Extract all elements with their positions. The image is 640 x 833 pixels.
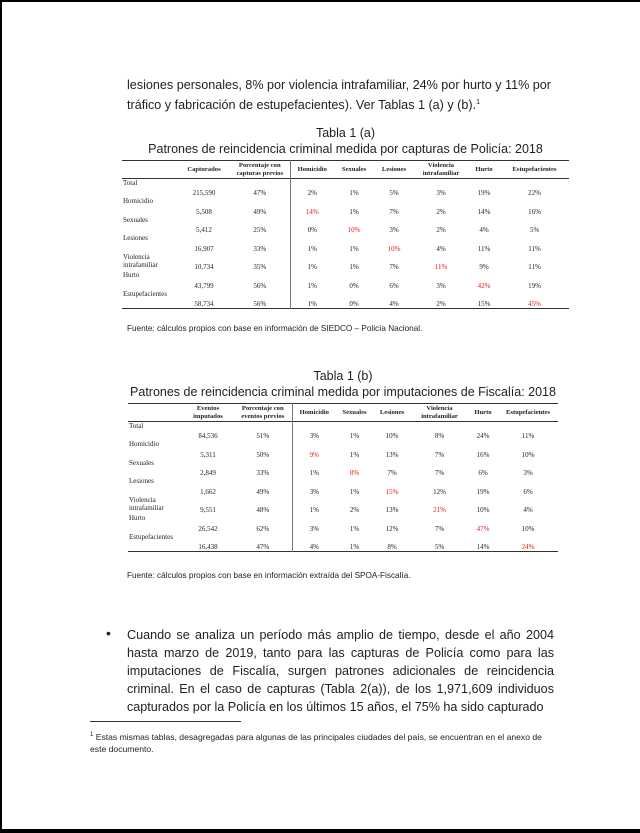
table-cell: 3% xyxy=(389,226,399,234)
table-cell: 8% xyxy=(434,432,445,440)
column-header: Porcentaje con capturas previos xyxy=(236,162,284,177)
table-a-source: Fuente: cálculos propios con base en información de SIEDCO – Policía Nacional. xyxy=(127,324,423,333)
table-cell: 11% xyxy=(521,432,535,440)
table-cell: 11% xyxy=(434,263,448,271)
table-cell: 9,551 xyxy=(200,506,216,514)
table-cell: 13% xyxy=(385,450,399,459)
table-cell: 1% xyxy=(349,189,359,197)
row-label: Hurto xyxy=(123,271,140,279)
row-label: Hurto xyxy=(129,514,146,522)
table-cell: 16,907 xyxy=(194,244,214,253)
table-cell: 33% xyxy=(256,469,270,477)
table-row xyxy=(122,253,569,272)
table-cell: 1% xyxy=(349,524,360,533)
table-cell: 14% xyxy=(477,207,491,216)
table-cell: 5% xyxy=(434,542,445,551)
table-a-block xyxy=(122,126,569,309)
table-row xyxy=(128,496,558,515)
column-header: Violencia intrafamiliar xyxy=(422,162,460,177)
table-cell: 0% xyxy=(349,281,359,290)
column-header: Homicidio xyxy=(292,404,336,422)
intro-paragraph xyxy=(127,76,557,114)
table-cell: 4% xyxy=(523,506,533,514)
column-header: Estupefacientes xyxy=(512,165,557,173)
table-row xyxy=(122,216,569,235)
table-cell: 3% xyxy=(436,189,446,197)
table-cell: 7% xyxy=(434,450,445,459)
table-a-label: Tabla 1 (a) xyxy=(315,126,376,140)
table-cell: 19% xyxy=(477,189,491,197)
table-cell: 8% xyxy=(387,542,397,551)
column-header: Sexuales xyxy=(342,408,367,416)
table-b xyxy=(128,403,558,552)
table-cell: 26,542 xyxy=(198,524,218,533)
table-cell: 4% xyxy=(436,244,446,253)
column-header: Eventos imputados xyxy=(193,405,223,420)
table-cell: 47% xyxy=(253,189,267,197)
column-header: Hurto xyxy=(475,165,493,173)
table-cell: 84,536 xyxy=(198,432,218,440)
table-header-row xyxy=(128,404,558,422)
row-label: Violencia intrafamiliar xyxy=(129,495,164,512)
table-cell: 12% xyxy=(433,487,446,496)
table-a-title: Patrones de reincidencia criminal medida por capturas de Policía: 2018 xyxy=(148,142,543,156)
table-header-corner xyxy=(122,161,178,179)
table-cell: 5,508 xyxy=(196,207,212,216)
table-cell: 3% xyxy=(523,469,533,477)
table-cell: 7% xyxy=(434,469,445,477)
table-cell: 1% xyxy=(349,487,360,496)
table-cell: 24% xyxy=(521,542,535,551)
row-label: Lesiones xyxy=(129,477,154,485)
column-header: Lesiones xyxy=(379,408,405,416)
table-b-source: Fuente: cálculos propios con base en información extraída del SPOA-Fiscalía. xyxy=(127,571,411,580)
page-border-top xyxy=(0,0,640,2)
table-cell: 22% xyxy=(528,189,541,197)
table-cell: 56% xyxy=(253,299,267,308)
table-cell: 5,412 xyxy=(196,226,212,234)
row-label: Lesiones xyxy=(123,234,148,242)
table-cell: 215,590 xyxy=(192,189,216,197)
table-cell: 15% xyxy=(477,299,491,308)
table-cell: 7% xyxy=(387,469,397,477)
table-cell: 1% xyxy=(290,271,334,290)
row-label: Violencia intrafamiliar xyxy=(123,252,158,269)
table-cell: 1% xyxy=(349,432,360,440)
table-cell: 10,734 xyxy=(194,263,214,271)
table-cell: 6% xyxy=(523,487,533,496)
table-cell: 7% xyxy=(389,207,399,216)
table-row xyxy=(128,533,558,552)
table-cell: 0% xyxy=(290,216,334,235)
table-cell: 2% xyxy=(436,299,446,308)
column-header: Hurto xyxy=(474,408,492,416)
row-label: Sexuales xyxy=(129,458,154,467)
row-label: Homicidio xyxy=(123,197,153,205)
table-cell: 19% xyxy=(476,487,490,496)
table-cell: 1,662 xyxy=(200,487,216,496)
table-cell: 19% xyxy=(528,281,541,290)
table-row xyxy=(128,440,558,459)
table-cell: 4% xyxy=(479,226,489,234)
table-header-row xyxy=(122,161,569,179)
table-cell: 45% xyxy=(528,299,541,308)
table-cell: 1% xyxy=(349,542,360,551)
column-header: Capturados xyxy=(187,165,221,173)
table-cell: 33% xyxy=(253,244,267,253)
table-cell: 49% xyxy=(256,487,270,496)
table-cell: 3% xyxy=(436,281,446,290)
table-cell: 5% xyxy=(529,226,540,234)
table-cell: 16% xyxy=(528,207,541,216)
column-header: Estupefacientes xyxy=(506,408,550,416)
table-cell: 0% xyxy=(349,299,359,308)
table-cell: 43,799 xyxy=(194,281,214,290)
table-cell: 3% xyxy=(292,477,336,496)
table-cell: 3% xyxy=(292,422,336,441)
bullet-symbol: • xyxy=(106,625,111,641)
table-row xyxy=(122,271,569,290)
table-cell: 10% xyxy=(347,226,361,234)
table-cell: 9% xyxy=(292,440,336,459)
table-row xyxy=(122,197,569,216)
row-label: Sexuales xyxy=(123,215,148,224)
row-label: Total xyxy=(129,422,144,430)
table-cell: 35% xyxy=(253,263,267,271)
column-header: Lesiones xyxy=(381,165,407,173)
table-cell: 48% xyxy=(256,506,270,514)
table-cell: 1% xyxy=(349,263,359,271)
table-cell: 24% xyxy=(476,432,490,440)
table-cell: 14% xyxy=(476,542,490,551)
table-cell: 10% xyxy=(385,432,399,440)
table-cell: 51% xyxy=(256,432,270,440)
table-cell: 5% xyxy=(389,189,399,197)
table-b-title: Patrones de reincidencia criminal medida por imputaciones de Fiscalía: 2018 xyxy=(130,385,556,399)
table-cell: 47% xyxy=(256,542,270,551)
bullet-paragraph: Cuando se analiza un período más amplio de tiempo, desde el año 2004 hasta marzo de 2019, tanto para las capturas de Policía como para las imputaciones de Fiscalía, surgen patrones adicionales de reincidencia criminal. En el caso de capturas (Tabla 2(a)), de los 1,971,609 individuos capturados por la Policía en los últimos 15 años, el 75% ha sido capturado xyxy=(127,628,554,714)
table-cell: 1% xyxy=(349,450,360,459)
table-cell: 11% xyxy=(528,244,541,253)
column-header: Homicidio xyxy=(290,161,334,179)
table-cell: 62% xyxy=(256,524,270,533)
table-cell: 2% xyxy=(436,226,446,234)
table-cell: 10% xyxy=(476,506,490,514)
table-cell: 11% xyxy=(477,244,491,253)
table-cell: 16,438 xyxy=(198,542,218,551)
table-cell: 2,849 xyxy=(200,469,216,477)
table-cell: 10% xyxy=(521,450,535,459)
table-cell: 1% xyxy=(290,290,334,309)
column-header: Porcentaje con eventos previos xyxy=(241,405,285,420)
footnote-text: Estas mismas tablas, desagregadas para algunas de las principales ciudades del país, se encuentran en el anexo de este documento. xyxy=(90,731,542,755)
table-b-block xyxy=(128,369,558,552)
table-header-corner xyxy=(128,404,182,422)
table-cell: 7% xyxy=(434,524,445,533)
table-cell: 6% xyxy=(478,469,488,477)
table-row xyxy=(122,234,569,253)
table-cell: 56% xyxy=(253,281,267,290)
page-border-left xyxy=(0,0,2,833)
table-cell: 58,734 xyxy=(194,299,214,308)
table-cell: 1% xyxy=(290,234,334,253)
table-cell: 12% xyxy=(385,524,399,533)
table-cell: 50% xyxy=(256,450,270,459)
table-cell: 1% xyxy=(349,207,359,216)
footnote-rule xyxy=(90,721,241,722)
row-label: Homicidio xyxy=(129,440,159,448)
table-cell: 4% xyxy=(292,533,336,552)
intro-line-1: lesiones personales, 8% por violencia intrafamiliar, 24% por hurto y 11% por xyxy=(127,78,551,92)
table-cell: 13% xyxy=(385,506,399,514)
row-label: Total xyxy=(123,179,138,187)
page-border-bottom xyxy=(0,829,640,833)
table-cell: 14% xyxy=(290,197,334,216)
table-cell: 47% xyxy=(476,524,490,533)
row-label: Estupefacientes xyxy=(123,289,167,298)
table-cell: 1% xyxy=(292,496,336,515)
table-cell: 2% xyxy=(436,207,446,216)
footnote xyxy=(90,729,550,756)
table-cell: 9% xyxy=(479,263,489,271)
table-row xyxy=(128,459,558,478)
table-cell: 16% xyxy=(476,450,490,459)
table-a xyxy=(122,160,569,309)
table-cell: 49% xyxy=(253,207,267,216)
table-cell: 1% xyxy=(349,244,359,253)
table-cell: 6% xyxy=(389,281,399,290)
intro-line-2-text: tráfico y fabricación de estupefacientes). Ver Tablas 1 (a) y (b). xyxy=(127,98,477,113)
table-cell: 42% xyxy=(477,281,491,290)
table-cell: 5,311 xyxy=(200,450,216,459)
footnote-ref[interactable]: 1 xyxy=(476,99,480,106)
table-cell: 11% xyxy=(528,263,541,271)
table-cell: 7% xyxy=(389,263,399,271)
table-cell: 1% xyxy=(292,459,336,478)
table-row xyxy=(128,477,558,496)
table-cell: 2% xyxy=(349,506,360,514)
table-cell: 10% xyxy=(521,524,535,533)
table-cell: 8% xyxy=(349,469,360,477)
table-row xyxy=(122,179,569,198)
table-cell: 3% xyxy=(292,514,336,533)
table-cell: 10% xyxy=(387,244,401,253)
table-cell: 1% xyxy=(290,253,334,272)
table-b-label: Tabla 1 (b) xyxy=(313,369,373,383)
row-label: Estupefacientes xyxy=(129,532,173,541)
column-header: Sexuales xyxy=(341,165,367,173)
column-header: Violencia intrafamiliar xyxy=(421,405,458,420)
intro-line-2 xyxy=(127,94,557,114)
table-row xyxy=(128,514,558,533)
table-cell: 21% xyxy=(433,506,446,514)
table-cell: 4% xyxy=(389,299,399,308)
table-row xyxy=(128,422,558,441)
table-row xyxy=(122,290,569,309)
table-cell: 15% xyxy=(385,487,399,496)
table-cell: 25% xyxy=(253,226,267,234)
footnote-number: 1 xyxy=(90,732,94,738)
table-cell: 2% xyxy=(290,179,334,198)
